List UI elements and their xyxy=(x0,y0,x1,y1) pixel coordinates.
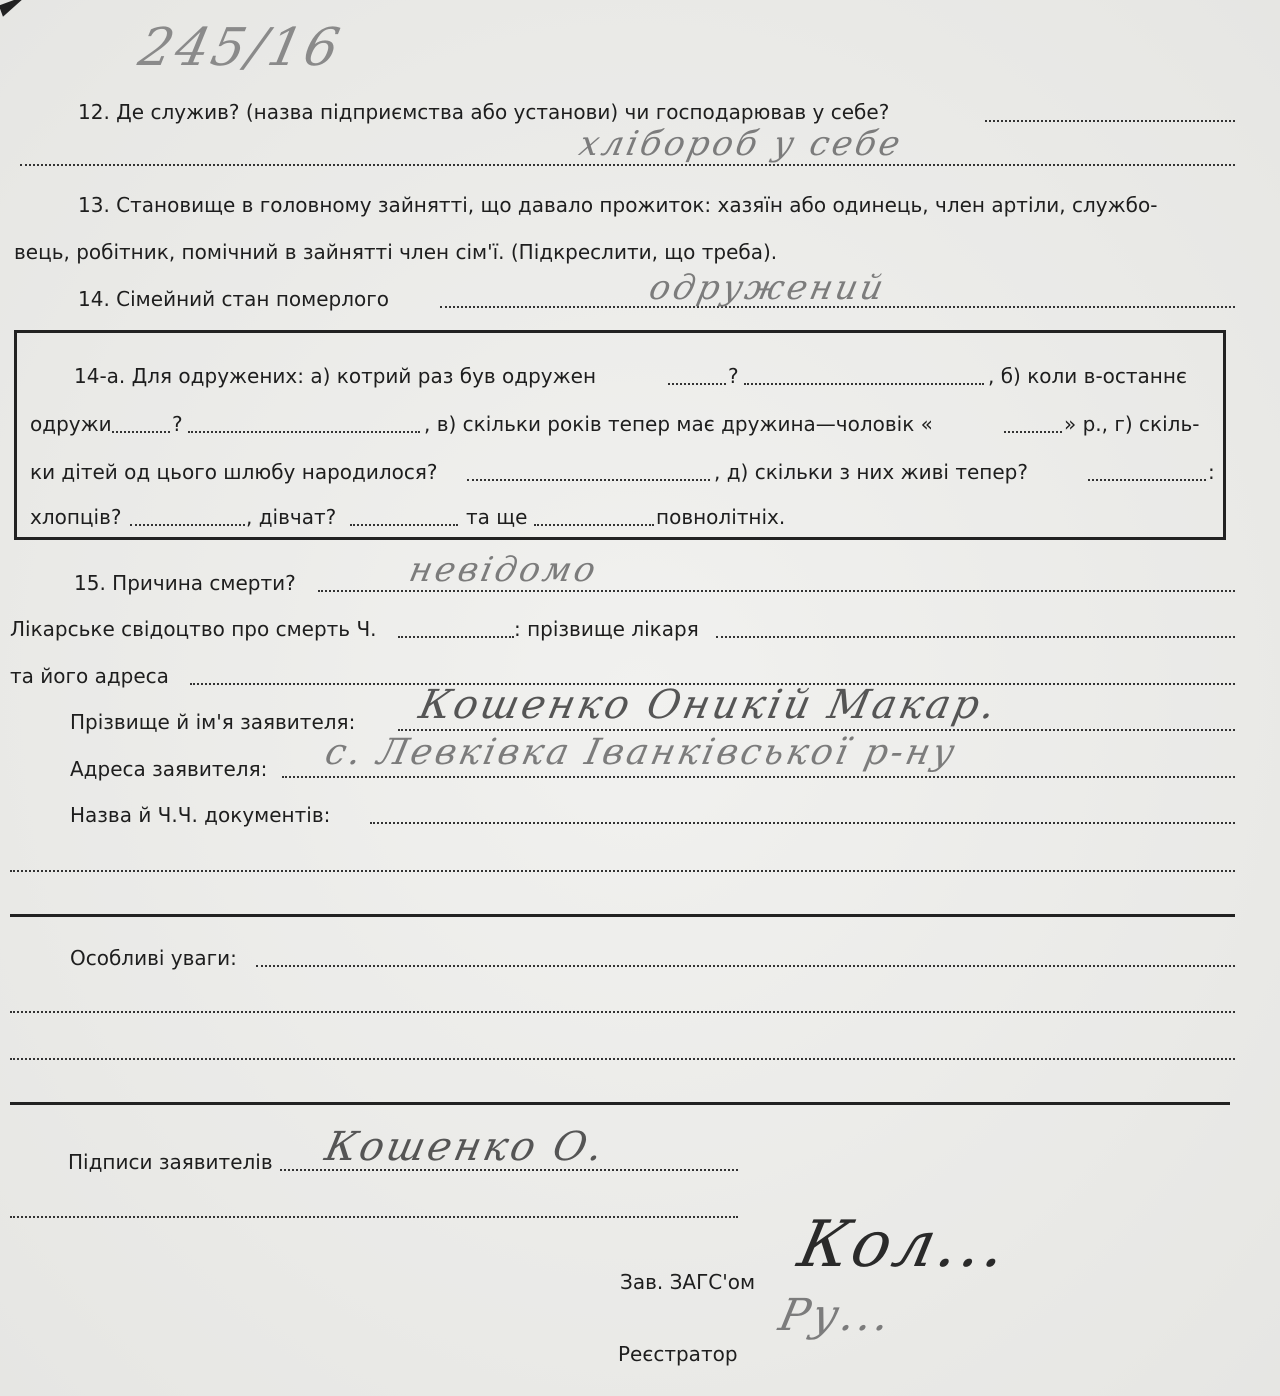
notes-line-1 xyxy=(256,965,1235,967)
signatures-line-2 xyxy=(10,1216,738,1218)
corner-mark xyxy=(0,0,31,17)
notes-line-2 xyxy=(10,1011,1235,1013)
notes-line-3 xyxy=(10,1058,1235,1060)
applicant-name-handwritten: Кошенко Оникій Макар. xyxy=(415,682,1003,728)
q12-answer: хлібороб у себе xyxy=(575,124,907,164)
q14a-l4-dots-1 xyxy=(130,524,245,526)
zags-head-label: Зав. ЗАГС'ом xyxy=(620,1270,756,1294)
q14-answer: одружений xyxy=(645,268,890,308)
q14a-line3-a: ки дітей од цього шлюбу народилося? xyxy=(30,460,438,484)
q14a-l1-dots-2 xyxy=(744,383,984,385)
section-divider-2 xyxy=(10,1102,1230,1105)
q15-answer: невідомо xyxy=(405,550,603,590)
question-12: 12. Де служив? (назва підприємства або установи) чи господарював у себе? xyxy=(78,100,890,124)
q14a-l2-dots-1 xyxy=(112,431,170,433)
applicant-name-label: Прізвище й ім'я заявителя: xyxy=(70,710,356,734)
q14a-l4-dots-2 xyxy=(350,524,458,526)
q14a-line3-b: , д) скільки з них живі тепер? xyxy=(714,460,1028,484)
q14a-l1-dots-1 xyxy=(668,383,726,385)
documents-line-1 xyxy=(370,822,1235,824)
med-cert-line xyxy=(398,636,514,638)
q14a-l2-dots-3 xyxy=(1004,431,1062,433)
question-13-line-2: вець, робітник, помічний в зайнятті член сім'ї. (Підкреслити, що треба). xyxy=(14,240,778,264)
notes-label: Особливі уваги: xyxy=(70,946,237,970)
registrar-label: Реєстратор xyxy=(618,1342,738,1366)
section-divider-1 xyxy=(10,914,1235,917)
signatures-label: Підписи заявителів xyxy=(68,1150,273,1174)
q14a-line1-b: , б) коли в-останнє xyxy=(988,364,1187,388)
q14a-line4-a: хлопців? xyxy=(30,505,122,529)
doctor-name-line xyxy=(716,636,1235,638)
question-14: 14. Сімейний стан померлого xyxy=(78,287,390,311)
q14a-line4-d: повнолітніх. xyxy=(656,505,786,529)
medical-certificate-label: Лікарське свідоцтво про смерть Ч. xyxy=(10,617,377,641)
q15-line xyxy=(318,590,1235,592)
q14a-l3-dots-1 xyxy=(467,479,710,481)
documents-line-2 xyxy=(10,870,1235,872)
q14a-l3-dots-2 xyxy=(1088,479,1206,481)
q12-line-2 xyxy=(20,164,1235,166)
q14a-line2-b: , в) скільки років тепер має дружина—чоловік « xyxy=(424,412,933,436)
applicant-address-handwritten: с. Левківка Іванківської р-ну xyxy=(321,732,962,773)
q14a-line1-a: 14-а. Для одружених: а) котрий раз був одружен xyxy=(74,364,597,388)
q14a-l2-dots-2 xyxy=(188,431,420,433)
q14a-line1-q: ? xyxy=(728,364,739,388)
q14a-line2-a: одружи xyxy=(30,412,112,436)
doctor-address-label: та його адреса xyxy=(10,664,169,688)
q14a-line2-q: ? xyxy=(172,412,183,436)
question-15: 15. Причина смерти? xyxy=(74,571,296,595)
q14a-line2-c: » р., г) скіль- xyxy=(1064,412,1200,436)
q14a-line4-c: та ще xyxy=(466,505,528,529)
applicant-name-line xyxy=(398,729,1235,731)
doctor-name-label: : прізвище лікаря xyxy=(514,617,699,641)
applicant-address-line xyxy=(282,776,1235,778)
archive-number: 245/16 xyxy=(133,18,348,78)
question-13-line-1: 13. Становище в головному зайнятті, що давало прожиток: хазяїн або одинець, член артіли, службо- xyxy=(78,193,1158,217)
q14a-line4-b: , дівчат? xyxy=(246,505,337,529)
q14a-line3-c: : xyxy=(1208,460,1215,484)
documents-label: Назва й Ч.Ч. документів: xyxy=(70,803,331,827)
q12-line-1 xyxy=(985,120,1235,122)
applicant-signature: Кошенко О. xyxy=(321,1124,611,1170)
registrar-signature: Ру... xyxy=(774,1290,898,1341)
zags-head-signature: Кол... xyxy=(792,1208,1016,1282)
q14a-l4-dots-3 xyxy=(534,524,654,526)
applicant-address-label: Адреса заявителя: xyxy=(70,757,268,781)
